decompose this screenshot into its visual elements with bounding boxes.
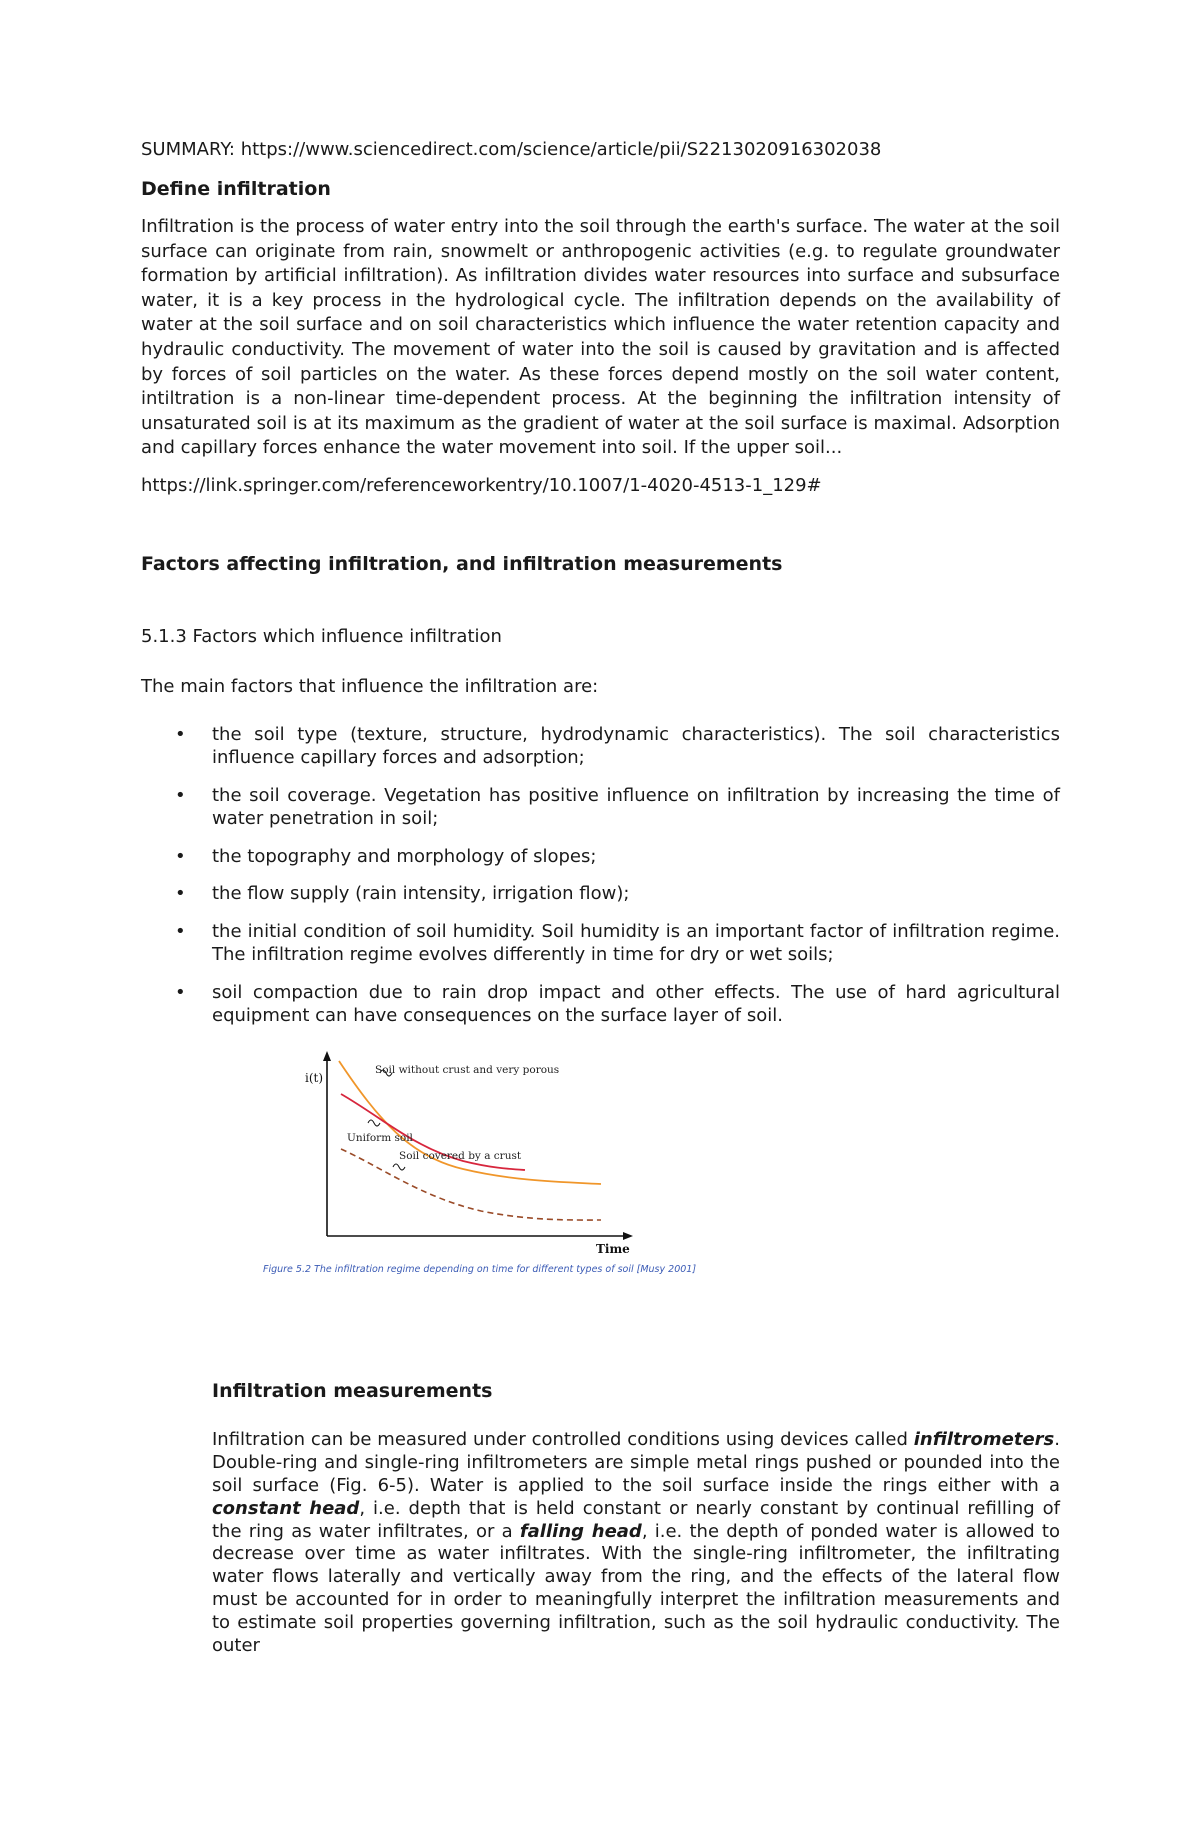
bullet-icon: •	[175, 845, 186, 867]
x-axis-label: Time	[596, 1241, 630, 1256]
list-item: • the initial condition of soil humidity. Soil humidity is an important factor of infiltration regime. The infiltration regime evolves differently in time for dry or wet soils;	[175, 920, 1060, 966]
y-axis-label: i(t)	[305, 1070, 324, 1085]
term-infiltrometers: infiltrometers	[913, 1428, 1055, 1450]
factors-intro: The main factors that influence the infiltration are:	[141, 675, 599, 697]
document-page	[141, 138, 1060, 1658]
list-item: • soil compaction due to rain drop impact and other effects. The use of hard agricultural equipment can have consequences on the surface layer of soil.	[175, 981, 1060, 1027]
measurements-paragraph: Infiltration can be measured under controlled conditions using devices called infiltrometers. Double-ring and single-ring infiltrometers are simple metal rings pushed or pounded into the soil surface (Fig. 6-5). Water is applied to the soil surface inside the rings either with a constant head, i.e. depth that is held constant or nearly constant by continual refilling of the ring as water infiltrates, or a falling head, i.e. the depth of ponded water is allowed to decrease over time as water infiltrates. With the single-ring infiltrometer, the infiltrating water flows laterally and vertically away from the ring, and the effects of the lateral flow must be accounted for in order to meaningfully interpret the infiltration measurements and to estimate soil properties governing infiltration, such as the soil hydraulic conductivity. The outer	[212, 1428, 1060, 1657]
bullet-icon: •	[175, 981, 186, 1003]
measurements-section	[212, 1379, 1060, 1658]
label-soil-without-crust: Soil without crust and very porous	[375, 1063, 560, 1076]
bullet-icon: •	[175, 883, 186, 905]
define-heading: Define infiltration	[141, 178, 331, 200]
infiltration-figure	[141, 1047, 1060, 1302]
bullet-icon: •	[175, 920, 186, 942]
x-axis-arrow	[623, 1232, 633, 1240]
factors-heading: Factors affecting infiltration, and infiltration measurements	[141, 552, 783, 575]
list-item: • the soil coverage. Vegetation has positive influence on infiltration by increasing the time of water penetration in soil;	[175, 784, 1060, 830]
list-item: • the topography and morphology of slopes;	[175, 845, 597, 867]
measurements-heading: Infiltration measurements	[212, 1379, 493, 1402]
label-soil-with-crust: Soil covered by a crust	[399, 1149, 522, 1162]
factors-list	[141, 723, 1060, 1028]
list-item: • the soil type (texture, structure, hydrodynamic characteristics). The soil characteristics influence capillary forces and adsorption;	[175, 723, 1060, 769]
infiltration-chart	[141, 1047, 1060, 1302]
list-item: • the flow supply (rain intensity, irrigation flow);	[175, 883, 630, 905]
label-uniform-soil: Uniform soil	[347, 1131, 413, 1144]
bullet-icon: •	[175, 723, 186, 745]
y-axis-arrow	[323, 1051, 331, 1061]
bullet-icon: •	[175, 784, 186, 806]
factors-subheading: 5.1.3 Factors which influence infiltration	[141, 625, 502, 647]
springer-link[interactable]: https://link.springer.com/referenceworkentry/10.1007/1-4020-4513-1_129#	[141, 474, 822, 496]
pointer-squiggle	[393, 1164, 405, 1170]
summary-link-line[interactable]: SUMMARY: https://www.sciencedirect.com/science/article/pii/S2213020916302038	[141, 139, 882, 160]
term-constant-head: constant head	[212, 1497, 360, 1519]
term-falling-head: falling head	[519, 1520, 642, 1542]
pointer-squiggle	[368, 1120, 380, 1126]
figure-caption: Figure 5.2 The infiltration regime depending on time for different types of soil [Musy 2001]	[263, 1263, 697, 1275]
define-paragraph: Infiltration is the process of water entry into the soil through the earth's surface. The water at the soil surface can originate from rain, snowmelt or anthropogenic activities (e.g. to regulate groundwater formation by artificial infiltration). As infiltration divides water resources into surface and subsurface water, it is a key process in the hydrological cycle. The infiltration depends on the availability of water at the soil surface and on soil characteristics which influence the water retention capacity and hydraulic conductivity. The movement of water into the soil is caused by gravitation and is affected by forces of soil particles on the water. As these forces depend mostly on the soil water content, intiltration is a non-linear time-dependent process. At the beginning the infiltration intensity of unsaturated soil is at its maximum as the gradient of water at the soil surface is maximal. Adsorption and capillary forces enhance the water movement into soil. If the upper soil...	[141, 216, 1060, 459]
curve-soil-without-crust	[339, 1061, 601, 1184]
